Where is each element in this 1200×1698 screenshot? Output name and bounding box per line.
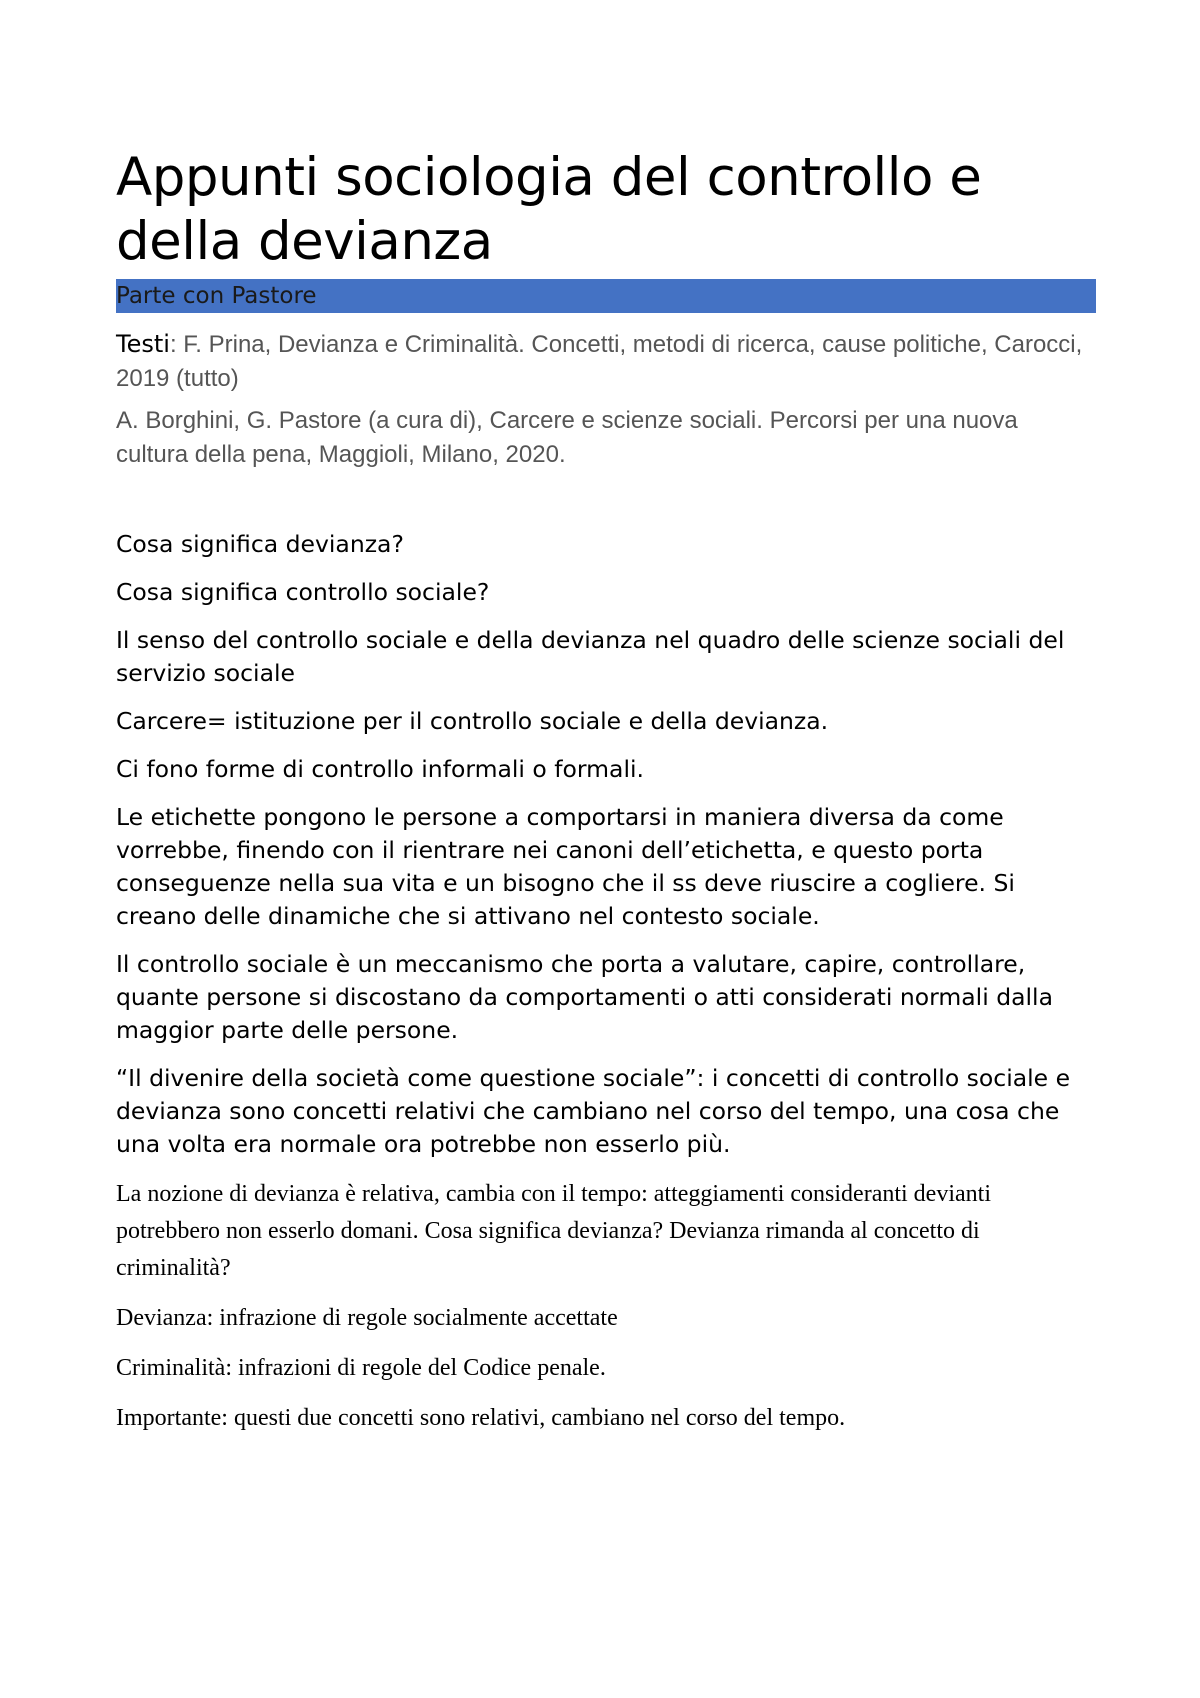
notes-paragraph: Devianza: infrazione di regole socialmente accettate bbox=[116, 1305, 618, 1331]
body-paragraph: Cosa significa devianza? bbox=[116, 530, 404, 558]
reference-label: Testi bbox=[116, 330, 170, 358]
document-title: Appunti sociologia del controllo e della devianza bbox=[116, 147, 982, 272]
document-page bbox=[116, 146, 1096, 1450]
body-section bbox=[116, 528, 1096, 1161]
body-paragraph: Carcere= istituzione per il controllo sociale e della devianza. bbox=[116, 707, 829, 735]
body-paragraph: Ci fono forme di controllo informali o formali. bbox=[116, 755, 644, 783]
reference-1 bbox=[116, 327, 1096, 396]
reference-1-text: : F. Prina, Devianza e Criminalità. Concetti, metodi di ricerca, cause politiche, Carocci, 2019 (tutto) bbox=[116, 331, 1083, 392]
notes-paragraph: Criminalità: infrazioni di regole del Codice penale. bbox=[116, 1355, 606, 1381]
subtitle-bar bbox=[116, 279, 1096, 313]
body-paragraph: “Il divenire della società come questione sociale”: i concetti di controllo sociale e devianza sono concetti relativi che cambiano nel corso del tempo, una cosa che una volta era normale ora potrebbe non esserlo più. bbox=[116, 1064, 1071, 1158]
body-paragraph: Le etichette pongono le persone a comportarsi in maniera diversa da come vorrebbe, finendo con il rientrare nei canoni dell’etichetta, e questo porta conseguenze nella sua vita e un bisogno che il ss deve riuscire a cogliere. Si creano delle dinamiche che si attivano nel contesto sociale. bbox=[116, 803, 1015, 930]
reference-2: A. Borghini, G. Pastore (a cura di), Carcere e scienze sociali. Percorsi per una nuova cultura della pena, Maggioli, Milano, 2020. bbox=[116, 407, 1018, 468]
references bbox=[116, 327, 1096, 472]
subtitle-text: Parte con Pastore bbox=[116, 283, 317, 309]
notes-section bbox=[116, 1176, 1096, 1437]
notes-paragraph: Importante: questi due concetti sono relativi, cambiano nel corso del tempo. bbox=[116, 1405, 846, 1431]
notes-paragraph: La nozione di devianza è relativa, cambia con il tempo: atteggiamenti consideranti devianti potrebbero non esserlo domani. Cosa significa devianza? Devianza rimanda al concetto di criminalità? bbox=[116, 1181, 991, 1281]
body-paragraph: Cosa significa controllo sociale? bbox=[116, 578, 490, 606]
body-paragraph: Il controllo sociale è un meccanismo che porta a valutare, capire, controllare, quante persone si discostano da comportamenti o atti considerati normali dalla maggior parte delle persone. bbox=[116, 950, 1053, 1044]
body-paragraph: Il senso del controllo sociale e della devianza nel quadro delle scienze sociali del servizio sociale bbox=[116, 626, 1065, 687]
